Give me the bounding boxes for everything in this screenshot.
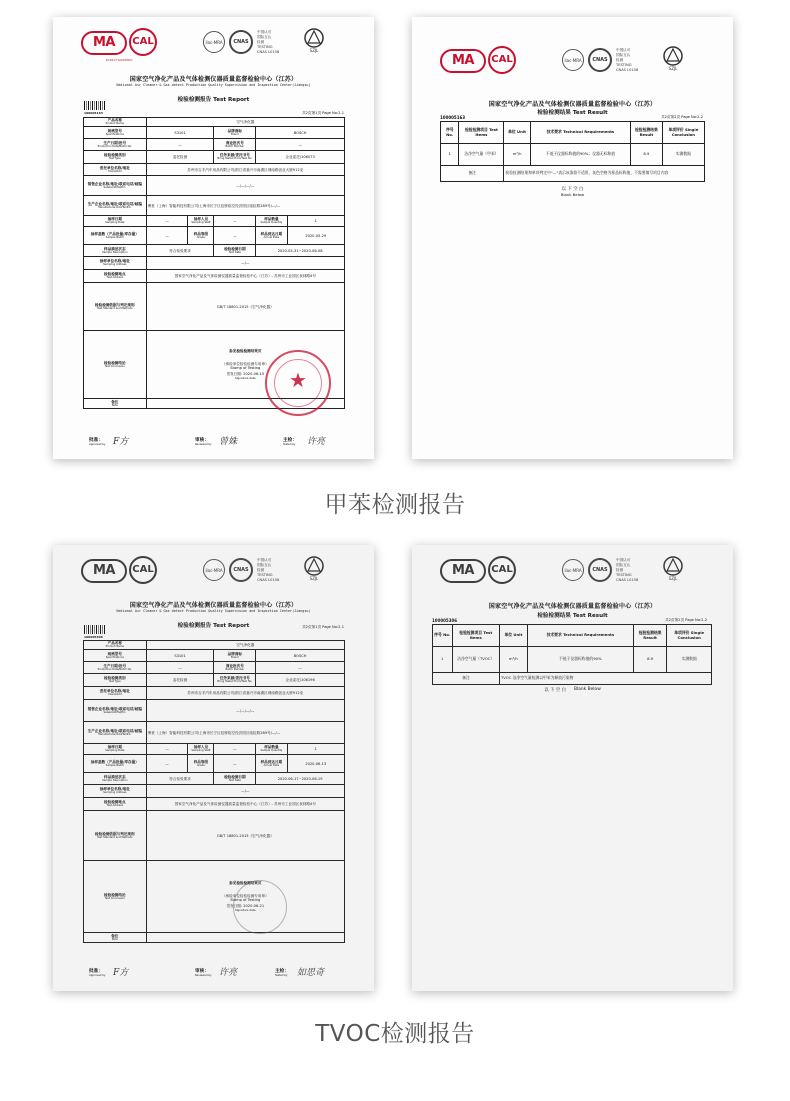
label-product-name: 产品名称 Product Name bbox=[84, 118, 147, 127]
table-header-row bbox=[433, 625, 712, 647]
table-row bbox=[84, 139, 345, 151]
header-requirements: 技术要求 Technical Requirements bbox=[527, 625, 633, 647]
cma-logo: MA bbox=[440, 49, 486, 73]
table-row bbox=[84, 933, 345, 943]
table-row bbox=[84, 687, 345, 700]
institute-name-en: National Air Cleaner & Gas detect Production Quality Supervision and Inspection Center(Jiangsu) bbox=[116, 609, 311, 613]
value-batch-number: — bbox=[256, 139, 345, 151]
stamp-note-en: Stamp of Testing bbox=[230, 365, 261, 370]
blank-below: 以 下 空 白 Blank Below bbox=[560, 187, 585, 197]
table-row bbox=[84, 245, 345, 257]
certification-logos bbox=[412, 43, 733, 89]
value-test-standard: GB/T 18801-2015《空气净化器》 bbox=[146, 811, 344, 861]
szjl-label: SZJL bbox=[309, 576, 319, 581]
value-grade: — bbox=[214, 755, 256, 773]
report-number: 100005163 bbox=[440, 115, 466, 120]
table-row bbox=[84, 283, 345, 331]
szjl-logo bbox=[301, 28, 327, 56]
szjl-label: SZJL bbox=[309, 48, 319, 53]
signature-date: 2020-06-15 bbox=[243, 372, 265, 376]
label-client: 委托单位名称/地址 Client/Add bbox=[84, 687, 147, 700]
value-task-no: 企业委托/106073 bbox=[256, 151, 345, 164]
label-spec: 规格型号 Specifications bbox=[84, 127, 147, 139]
report-title: 检验检测报告 Test Report bbox=[177, 97, 250, 103]
institute-name-cn: 国家空气净化产品及气体检测仪器质量监督检验中心（江苏） bbox=[129, 602, 298, 609]
approved-by: 批准： Approved by bbox=[89, 969, 106, 977]
cnas-text: 中国认可 国际互认 检测 TESTING CNAS L0158 bbox=[616, 48, 639, 72]
cma-number: 20161712000000 bbox=[105, 58, 133, 62]
label-product-name: 产品名称 Product Name bbox=[84, 641, 147, 650]
label-note: 备注 Note bbox=[84, 933, 147, 943]
label-manufacturer: 生产企业名称/地址/联系电话/邮编 Manufacturer/Add/Tel/P.C. bbox=[84, 722, 147, 744]
value-sample-quantity: 1 bbox=[287, 216, 344, 227]
table-row bbox=[84, 722, 345, 744]
label-brand: 品牌商标 Brand bbox=[214, 650, 256, 662]
cell-requirement: 不低于仪器标称值的90%；仪器无标称值 bbox=[530, 144, 630, 166]
szjl-logo bbox=[660, 556, 686, 584]
cnas-text: 中国认可 国际互认 检测 TESTING CNAS L0158 bbox=[257, 30, 280, 54]
table-row bbox=[84, 151, 345, 164]
tester-signature: 如思奇 bbox=[297, 968, 325, 978]
value-batch-number: — bbox=[256, 662, 345, 674]
red-official-stamp bbox=[265, 350, 331, 416]
label-test-standard: 检验检测依据与判定规则 Test Standard and Methods bbox=[84, 811, 147, 861]
cell-unit: m³/h bbox=[499, 647, 527, 673]
value-sample-description: 符合检验要求 bbox=[146, 245, 214, 257]
note-label: 备注 bbox=[433, 673, 500, 685]
table-row bbox=[84, 118, 345, 127]
szjl-icon bbox=[663, 46, 683, 66]
cell-unit: m³/h bbox=[504, 144, 530, 166]
cma-logo: MA bbox=[81, 31, 127, 55]
gray-official-stamp bbox=[233, 880, 287, 934]
label-grade: 样品等级 Grade bbox=[188, 227, 214, 245]
tester-signature: 许亮 bbox=[307, 437, 326, 447]
blank-below: 以 下 空 白 Blank Below bbox=[544, 687, 601, 693]
header-unit: 单位 Unit bbox=[499, 625, 527, 647]
table-row bbox=[84, 164, 345, 176]
header-no: 序号 No. bbox=[441, 122, 459, 144]
value-sampling-address: —/— bbox=[146, 257, 344, 270]
label-sample-batch: 抽样基数（产品批量/库存量） Sample Batch bbox=[84, 227, 147, 245]
header-items: 检验检测项目 Test Items bbox=[459, 122, 504, 144]
label-task-no: 任务来源/委托书号 Bring Tested From/Task No. bbox=[214, 151, 256, 164]
cell-result: 8.9 bbox=[633, 647, 666, 673]
label-arrival-date: 样品到达日期 Arrival Date bbox=[256, 755, 287, 773]
signature-date-label: 签发日期: 2020-06-15 bbox=[226, 372, 265, 376]
label-sampling-address: 抽样单位名称/地址 Sampling Address bbox=[84, 257, 147, 270]
table-row bbox=[84, 785, 345, 798]
report-title: 检验检测报告 Test Report bbox=[177, 623, 250, 629]
value-test-address: 国家空气净化产品及气体检测仪器质量监督检验中心（江苏）- 苏州市工业园区泉林路4号 bbox=[146, 798, 344, 811]
cell-no: 1 bbox=[433, 647, 453, 673]
table-row bbox=[84, 216, 345, 227]
table-row bbox=[84, 755, 345, 773]
cell-item: 洁净空气量（甲苯） bbox=[459, 144, 504, 166]
value-sampling-address: —/— bbox=[146, 785, 344, 798]
ilac-mra-logo: ilac-MRA bbox=[562, 559, 584, 581]
szjl-logo bbox=[301, 556, 327, 584]
table-row bbox=[84, 257, 345, 270]
table-row bbox=[84, 662, 345, 674]
header-conclusion: 单项评价 Single Conclusion bbox=[667, 625, 712, 647]
caption-formaldehyde-report: 甲苯检测报告 bbox=[324, 492, 466, 518]
szjl-icon bbox=[304, 28, 324, 48]
barcode bbox=[84, 625, 106, 634]
note-text: TVOC 洁净空气量检测以甲苯为释放污染物 bbox=[499, 673, 711, 685]
value-sample-quantity: 1 bbox=[287, 744, 344, 755]
caption-tvoc-report: TVOC检测报告 bbox=[315, 1021, 475, 1047]
value-test-address: 国家空气净化产品及气体检测仪器质量监督检验中心（江苏）- 苏州市工业园区泉林路4号 bbox=[146, 270, 344, 283]
table-row bbox=[84, 798, 345, 811]
tested-by: 主检： Tested by bbox=[275, 969, 289, 977]
label-arrival-date: 样品到达日期 Arrival Date bbox=[256, 227, 287, 245]
label-sampling-date: 抽样日期 Sampling Date bbox=[84, 216, 147, 227]
value-sampling-date: — bbox=[146, 744, 188, 755]
approver-signature: F方 bbox=[113, 437, 129, 447]
approved-by: 批准： Approved by bbox=[89, 438, 106, 446]
value-brand: BOSCH bbox=[256, 650, 345, 662]
header-result: 检验检测结果 Result bbox=[633, 625, 666, 647]
label-brand: 品牌商标 Brand bbox=[214, 127, 256, 139]
label-spec: 规格型号 Specifications bbox=[84, 650, 147, 662]
result-table bbox=[432, 624, 712, 685]
reviewed-by: 审核： Reviewed by bbox=[195, 969, 212, 977]
value-task-no: 企业委托/106196 bbox=[256, 674, 345, 687]
table-row bbox=[84, 641, 345, 650]
value-spec: S3101 bbox=[146, 650, 214, 662]
table-row bbox=[84, 744, 345, 755]
stamp-note: （承检单位检验检测专用章） bbox=[221, 893, 269, 898]
note-text: 检验检测结果和单项判定中"—"表示该条款不适用，灰色空格为样品标称值，不需要填写项目内容 bbox=[504, 166, 705, 182]
certification-logos bbox=[412, 553, 733, 599]
institute-name-cn: 国家空气净化产品及气体检测仪器质量监督检验中心（江苏） bbox=[129, 76, 298, 83]
szjl-icon bbox=[304, 556, 324, 576]
header-unit: 单位 Unit bbox=[504, 122, 530, 144]
cell-conclusion: 实测数据 bbox=[667, 647, 712, 673]
cell-item: 洁净空气量（TVOC） bbox=[452, 647, 499, 673]
cnas-logo: CNAS bbox=[588, 558, 612, 582]
label-sample-description: 样品描述状态 Sample Description bbox=[84, 773, 147, 785]
barcode bbox=[84, 101, 106, 110]
cnas-text: 中国认可 国际互认 检测 TESTING CNAS L0158 bbox=[257, 558, 280, 582]
table-row bbox=[84, 650, 345, 662]
header-result: 检验检测结果 Result bbox=[631, 122, 663, 144]
value-note bbox=[146, 933, 344, 943]
label-test-standard: 检验检测依据与判定规则 Test Standard and Methods bbox=[84, 283, 147, 331]
reviewer-signature: 曾姝 bbox=[219, 437, 238, 447]
signature-date: 2020-06-21 bbox=[243, 904, 265, 908]
result-title: 检验检测结果 Test Result bbox=[537, 110, 608, 116]
value-grade: — bbox=[214, 227, 256, 245]
reviewer-signature: 许亮 bbox=[219, 968, 238, 978]
label-sample-description: 样品描述状态 Sample Description bbox=[84, 245, 147, 257]
stamp-note: （承检单位检验检测专用章） bbox=[221, 361, 269, 366]
label-test-address: 检验检测地点 Test Address bbox=[84, 798, 147, 811]
label-sample-batch: 抽样基数（产品批量/库存量） Sample Batch bbox=[84, 755, 147, 773]
table-row bbox=[84, 861, 345, 933]
label-sample-quantity: 样品数量 Sample Quantity bbox=[256, 216, 287, 227]
result-title: 检验检测结果 Test Result bbox=[537, 613, 608, 619]
value-test-type: 委托检测 bbox=[146, 674, 214, 687]
page-info: 共2页第2页 Page No:2-2 bbox=[665, 618, 707, 622]
label-note: 备注 Note bbox=[84, 399, 147, 409]
value-test-date: 2020-06-17~2020-06-19 bbox=[256, 773, 345, 785]
label-production-date: 生产日期/批号 Production Date/Batch No. bbox=[84, 139, 147, 151]
signature-date-label: 签发日期: 2020-06-21 bbox=[226, 904, 265, 908]
label-test-address: 检验检测地点 Test Address bbox=[84, 270, 147, 283]
cnas-logo: CNAS bbox=[588, 48, 612, 72]
tested-by: 主检： Tested by bbox=[283, 438, 297, 446]
cnas-logo: CNAS bbox=[229, 558, 253, 582]
note-label: 备注 bbox=[441, 166, 504, 182]
label-sampling-staff: 抽样人员 Sampling Staff bbox=[188, 216, 214, 227]
szjl-label: SZJL bbox=[668, 66, 678, 71]
cnas-text: 中国认可 国际互认 检测 TESTING CNAS L0158 bbox=[616, 558, 639, 582]
label-test-type: 检验检测类别 Test Type bbox=[84, 674, 147, 687]
value-sales: —/—/—/— bbox=[146, 176, 344, 196]
table-row bbox=[84, 227, 345, 245]
institute-name-en: National Air Cleaner & Gas detect Production Quality Supervision and Inspection Center(Jiangsu) bbox=[116, 83, 311, 87]
value-test-type: 委托检测 bbox=[146, 151, 214, 164]
institute-name-cn: 国家空气净化产品及气体检测仪器质量监督检验中心（江苏） bbox=[488, 101, 657, 108]
institute-name-cn: 国家空气净化产品及气体检测仪器质量监督检验中心（江苏） bbox=[488, 603, 657, 610]
cell-requirement: 不低于仪器标称值的90% bbox=[527, 647, 633, 673]
label-manufacturer: 生产企业名称/地址/联系电话/邮编 Manufacturer/Add/Tel/P.C. bbox=[84, 196, 147, 216]
page-info: 共2页第1页 Page No:2-1 bbox=[302, 625, 344, 629]
label-test-conclusion: 检验检测结论 Test Conclusion bbox=[84, 331, 147, 399]
header-requirements: 技术要求 Technical Requirements bbox=[530, 122, 630, 144]
label-grade: 样品等级 Grade bbox=[188, 755, 214, 773]
certification-logos bbox=[53, 553, 374, 599]
szjl-logo bbox=[660, 46, 686, 74]
cal-logo: CAL bbox=[129, 556, 157, 584]
value-sampling-staff: — bbox=[214, 744, 256, 755]
header-no: 序号 No. bbox=[433, 625, 453, 647]
value-spec: S3101 bbox=[146, 127, 214, 139]
approver-signature: F方 bbox=[113, 968, 129, 978]
report-cover-page-2 bbox=[53, 545, 374, 991]
value-sample-batch: — bbox=[146, 755, 188, 773]
value-arrival-date: 2020-05-29 bbox=[287, 227, 344, 245]
value-brand: BOSCH bbox=[256, 127, 345, 139]
value-product-name: 空气净化器 bbox=[146, 641, 344, 650]
value-sampling-date: — bbox=[146, 216, 188, 227]
table-row bbox=[84, 700, 345, 722]
cal-logo: CAL bbox=[129, 28, 157, 56]
label-sampling-date: 抽样日期 Sampling Date bbox=[84, 744, 147, 755]
table-row bbox=[84, 196, 345, 216]
ilac-mra-logo: ilac-MRA bbox=[203, 559, 225, 581]
ilac-mra-logo: ilac-MRA bbox=[562, 49, 584, 71]
table-row bbox=[84, 674, 345, 687]
table-row bbox=[84, 176, 345, 196]
value-sample-description: 符合检验要求 bbox=[146, 773, 214, 785]
result-table bbox=[440, 121, 705, 182]
value-sample-batch: — bbox=[146, 227, 188, 245]
certification-logos bbox=[53, 25, 374, 71]
cma-logo: MA bbox=[440, 559, 486, 583]
stamp-note-en: Stamp of Testing bbox=[230, 897, 261, 902]
cal-logo: CAL bbox=[488, 556, 516, 584]
report-number: 100005306 bbox=[432, 618, 458, 623]
ilac-mra-logo: ilac-MRA bbox=[203, 31, 225, 53]
table-row bbox=[84, 811, 345, 861]
cell-no: 1 bbox=[441, 144, 459, 166]
label-sample-quantity: 样品数量 Sample Quantity bbox=[256, 744, 287, 755]
value-manufacturer: 博世（上海）智能科技有限公司/上海市长宁区虹桥临空经济园区临虹路289号/—/— bbox=[146, 722, 344, 744]
header-items: 检验检测项目 Test Items bbox=[452, 625, 499, 647]
page-info: 共2页第1页 Page No:2-1 bbox=[302, 111, 344, 115]
value-production-date: — bbox=[146, 139, 214, 151]
label-production-date: 生产日期/批号 Production Date/Batch No. bbox=[84, 662, 147, 674]
conclusion-text: 参见检验检测结果页 bbox=[229, 349, 262, 354]
cell-result: 8.9 bbox=[631, 144, 663, 166]
table-row bbox=[433, 647, 712, 673]
report-cover-page-1 bbox=[53, 17, 374, 459]
table-row bbox=[433, 673, 712, 685]
reviewed-by: 审核： Reviewed by bbox=[195, 438, 212, 446]
value-production-date: — bbox=[146, 662, 214, 674]
page-info: 共2页第2页 Page No:2-2 bbox=[661, 115, 703, 119]
report-info-table bbox=[83, 640, 345, 943]
stamp-star-icon: ★ bbox=[289, 368, 307, 392]
value-test-standard: GB/T 18801-2015《空气净化器》 bbox=[146, 283, 344, 331]
label-batch-number: 商业批次号 Batch Number bbox=[214, 662, 256, 674]
value-test-date: 2020-05-31~2020-06-08 bbox=[256, 245, 345, 257]
label-batch-number: 商业批次号 Batch Number bbox=[214, 139, 256, 151]
value-client: 苏州市吉手汽车用品有限公司/浙江省嘉兴市南湖区城南路创业大厦912室 bbox=[146, 687, 344, 700]
cnas-logo: CNAS bbox=[229, 30, 253, 54]
report-result-page-1 bbox=[412, 17, 733, 459]
cma-logo: MA bbox=[81, 559, 127, 583]
szjl-icon bbox=[663, 556, 683, 576]
report-result-page-2 bbox=[412, 545, 733, 991]
conclusion-text: 参见检验检测结果页 bbox=[229, 881, 262, 886]
label-test-conclusion: 检验检测结论 Test Conclusion bbox=[84, 861, 147, 933]
label-sales: 销售企业名称/地址/联系电话/邮编 Sales/Add/Tel/P.C. bbox=[84, 176, 147, 196]
table-row bbox=[441, 144, 705, 166]
signature-date-label-en: Signature date bbox=[234, 908, 256, 913]
label-sampling-address: 抽样单位名称/地址 Sampling Address bbox=[84, 785, 147, 798]
value-manufacturer: 博世（上海）智能科技有限公司/上海市长宁区虹桥临空经济园区临虹路289号/—/— bbox=[146, 196, 344, 216]
label-client: 委托单位名称/地址 Client/Add bbox=[84, 164, 147, 176]
table-row bbox=[84, 127, 345, 139]
label-test-type: 检验检测类别 Test Type bbox=[84, 151, 147, 164]
label-sales: 销售企业名称/地址/联系电话/邮编 Sales/Add/Tel/P.C. bbox=[84, 700, 147, 722]
signature-date-label-en: Signature date bbox=[234, 376, 256, 381]
table-row bbox=[84, 270, 345, 283]
table-header-row bbox=[441, 122, 705, 144]
header-conclusion: 单项评价 Single Conclusion bbox=[662, 122, 704, 144]
value-arrival-date: 2020-06-13 bbox=[287, 755, 344, 773]
label-task-no: 任务来源/委托书号 Bring Tested From/Task No. bbox=[214, 674, 256, 687]
cell-conclusion: 实测数据 bbox=[662, 144, 704, 166]
label-sampling-staff: 抽样人员 Sampling Staff bbox=[188, 744, 214, 755]
label-test-date: 检验检测日期 Test Date bbox=[214, 245, 256, 257]
value-sampling-staff: — bbox=[214, 216, 256, 227]
table-row bbox=[84, 773, 345, 785]
value-client: 苏州市吉手汽车用品有限公司/浙江省嘉兴市南湖区城南路创业大厦912室 bbox=[146, 164, 344, 176]
report-number: 100005306 bbox=[84, 635, 103, 639]
cal-logo: CAL bbox=[488, 46, 516, 74]
value-product-name: 空气净化器 bbox=[146, 118, 344, 127]
table-row bbox=[441, 166, 705, 182]
report-number: 100005163 bbox=[84, 111, 103, 115]
label-test-date: 检验检测日期 Test Date bbox=[214, 773, 256, 785]
szjl-label: SZJL bbox=[668, 576, 678, 581]
value-sales: —/—/—/— bbox=[146, 700, 344, 722]
